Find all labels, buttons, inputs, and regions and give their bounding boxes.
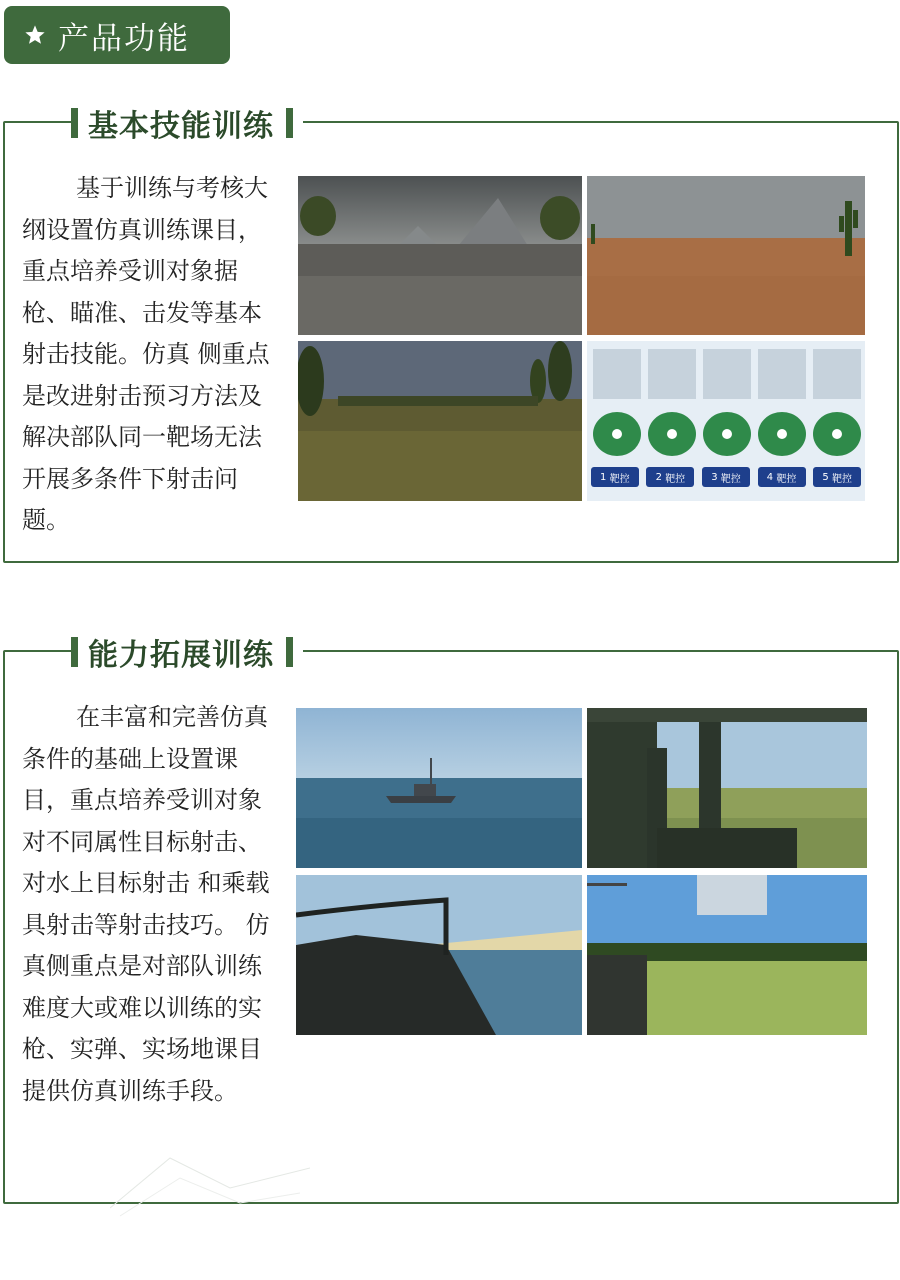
target-button-label: 靶控 <box>665 473 686 485</box>
target-button-row <box>587 467 865 495</box>
scene-image-vehicle-grassland <box>587 708 867 868</box>
target-button[interactable] <box>702 467 750 487</box>
section-paragraph <box>22 168 274 542</box>
scene-image-grassland <box>298 341 582 501</box>
target-button-label: 靶控 <box>609 473 630 485</box>
header-title: 产品功能 <box>58 20 190 57</box>
scene-image-vehicle-forest <box>587 875 867 1035</box>
section-title <box>71 101 303 145</box>
target-button-number: 1 <box>600 471 607 483</box>
target-button[interactable] <box>591 467 639 487</box>
section-title <box>71 630 303 674</box>
header-tab <box>4 6 230 64</box>
target-control-panel <box>587 341 865 501</box>
title-bar-right <box>286 108 293 138</box>
scene-image-ocean-boat <box>296 708 582 868</box>
target-button-label: 靶控 <box>720 473 741 485</box>
target-button[interactable] <box>758 467 806 487</box>
target-button-number: 2 <box>655 471 662 483</box>
title-bar-right <box>286 637 293 667</box>
star-icon <box>24 24 46 46</box>
target-button-number: 5 <box>822 471 829 483</box>
target-button[interactable] <box>813 467 861 487</box>
target-button-label: 靶控 <box>776 473 797 485</box>
title-bar-left <box>71 637 78 667</box>
target-button-number: 4 <box>766 471 774 483</box>
decorative-lines <box>110 1148 310 1218</box>
title-bar-left <box>71 108 78 138</box>
paragraph-text: 在丰富和完善仿真条件的基础上设置课目，重点培养受训对象对不同属性目标射击、对水上目标射击 和乘载具射击等射击技巧。 仿真侧重点是对部队训练难度大或难以训练的实枪、实弹、实场地课目提供仿真训练手段。 <box>22 703 270 1105</box>
scene-image-desert <box>587 176 865 335</box>
target-button-number: 3 <box>711 471 718 483</box>
target-button-label: 靶控 <box>831 473 852 485</box>
section-paragraph <box>22 697 274 1112</box>
paragraph-text: 基于训练与考核大纲设置仿真训练课目，重点培养受训对象据枪、瞄准、击发等基本射击技能。仿真 侧重点是改进射击预习方法及解决部队同一靶场无法开展多条件下射击问题。 <box>22 174 270 534</box>
section-title-label: 能力拓展训练 <box>88 638 274 673</box>
scene-image-boat-railing <box>296 875 582 1035</box>
target-button[interactable] <box>646 467 694 487</box>
section-title-label: 基本技能训练 <box>88 109 274 144</box>
scene-image-gravel-field <box>298 176 582 335</box>
